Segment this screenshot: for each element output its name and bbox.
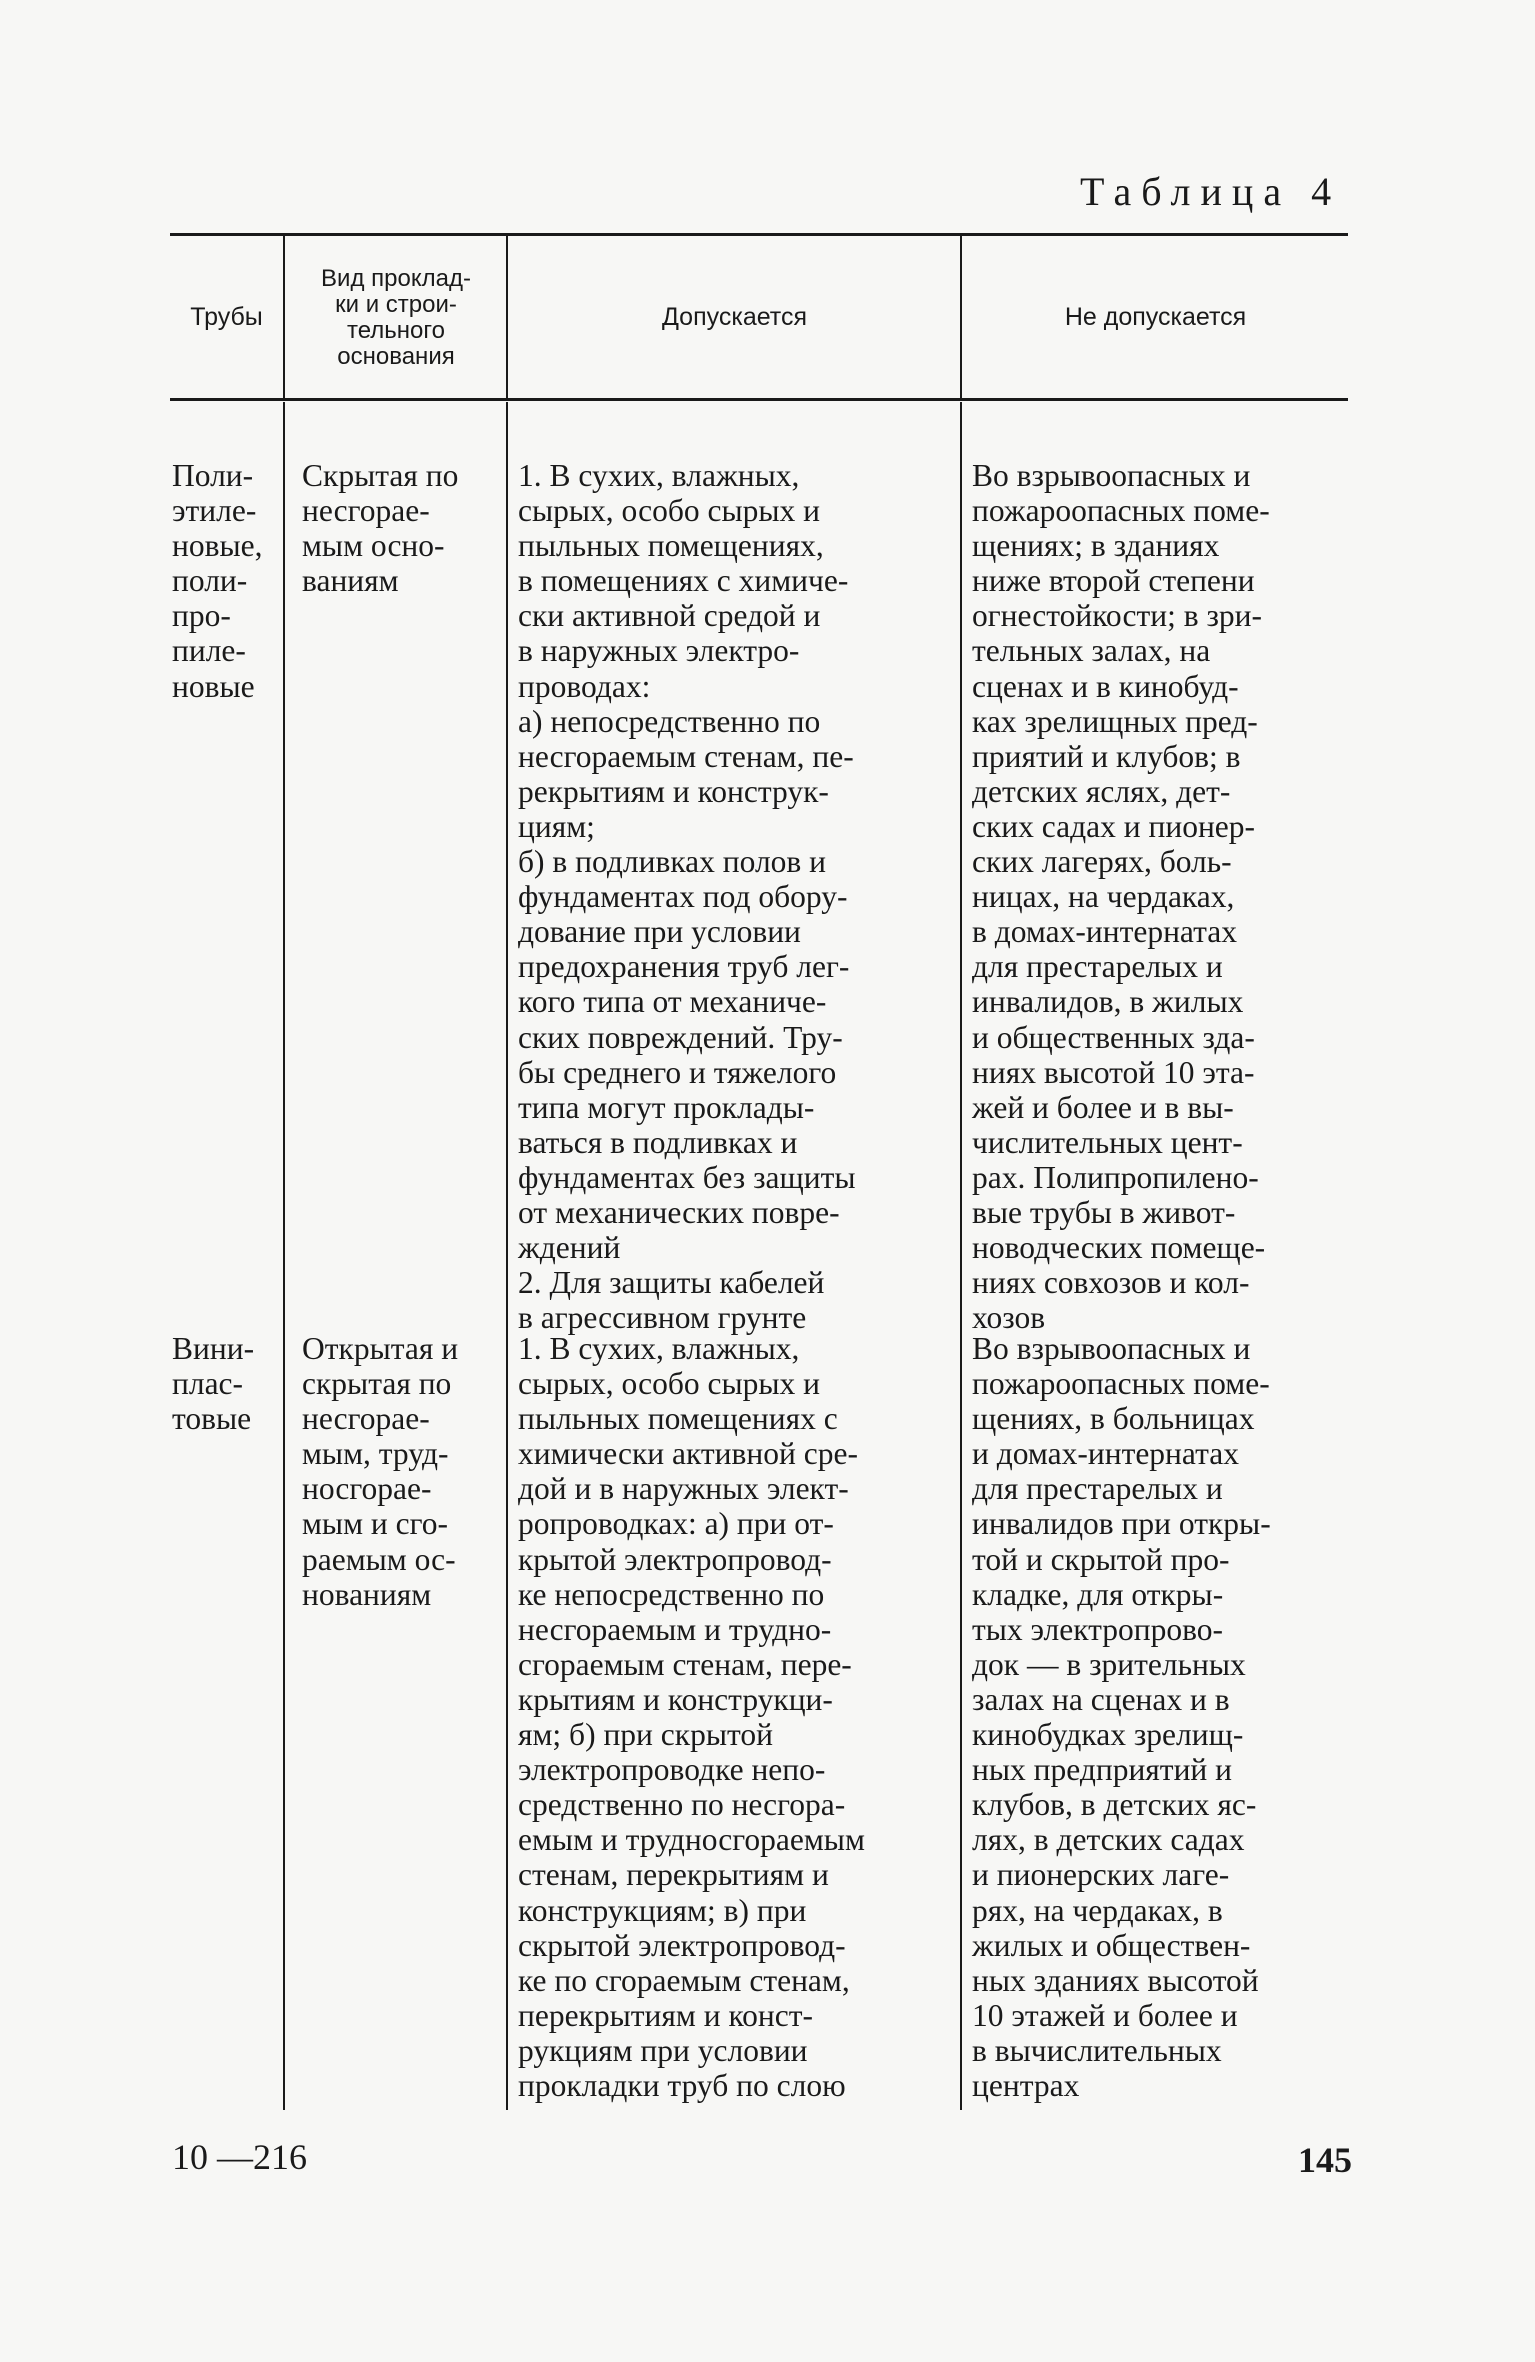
header-laying-type: Вид проклад- ки и строи- тельного основания bbox=[321, 264, 471, 370]
row-2-pipes: Вини- плас- товые bbox=[172, 1331, 255, 1437]
row-1-allowed: 1. В сухих, влажных, сырых, особо сырых и пыльных помещениях, в помещениях с химиче- ски активной средой и в наружных электро- проводах: а) непосредственно по несгораемым стенам, пе- рекрытиям и конструк- циям; б) в подливках полов и фундаментах под обору- дование при условии предохранения труб лег- кого типа от механиче- ских повреждений. Тру- бы среднего и тяжелого типа могут проклады- ваться в подливках и фундаментах без защиты от механических повре- ждений 2. Для защиты кабелей в агрессивном грунте bbox=[518, 458, 856, 1336]
column-divider bbox=[283, 402, 285, 2110]
row-1-pipes: Поли- этиле- новые, поли- про- пиле- новые bbox=[172, 458, 263, 704]
header-not-allowed: Не допускается bbox=[1064, 303, 1247, 331]
column-divider bbox=[506, 402, 508, 2110]
header-pipes: Трубы bbox=[190, 303, 263, 331]
row-2-laying: Открытая и скрытая по несгорае- мым, труд- носгорае- мым и сго- раемым ос- нованиям bbox=[302, 1331, 459, 1612]
printer-signature: 10 —216 bbox=[172, 2137, 307, 2177]
page-number: 145 bbox=[1298, 2140, 1352, 2180]
column-divider bbox=[960, 402, 962, 2110]
column-divider bbox=[960, 235, 962, 400]
row-2-allowed: 1. В сухих, влажных, сырых, особо сырых и пыльных помещениях с химически активной сре- дой и в наружных элект- ропроводках: а) при от- крытой электропровод- ке непосредственно по несгораемым и трудно- сгораемым стенам, пере- крытиям и конструкци- ям; б) при скрытой электропроводке непо- средственно по несгора- емым и трудносгораемым стенам, перекрытиям и конструкциям; в) при скрытой электропровод- ке по сгораемым стенам, перекрытиям и конст- рукциям при условии прокладки труб по слою bbox=[518, 1331, 865, 2103]
row-2-not-allowed: Во взрывоопасных и пожароопасных поме- щениях, в больницах и домах-интернатах для престарелых и инвалидов при откры- той и скрытой про- кладке, для откры- тых электропрово- док — в зрительных залах на сценах и в кинобудках зрелищ- ных предприятий и клубов, в детских яс- лях, в детских садах и пионерских лаге- рях, на чердаках, в жилых и обществен- ных зданиях высотой 10 этажей и более и в вычислительных центрах bbox=[972, 1331, 1271, 2103]
row-1-laying: Скрытая по несгорае- мым осно- ваниям bbox=[302, 458, 459, 599]
column-divider bbox=[283, 235, 285, 400]
row-1-not-allowed: Во взрывоопасных и пожароопасных поме- щениях; в зданиях ниже второй степени огнестойкости; в зри- тельных залах, на сценах и в кинобуд- ках зрелищных пред- приятий и клубов; в детских яслях, дет- ских садах и пионер- ских лагерях, боль- ницах, на чердаках, в домах-интернатах для престарелых и инвалидов, в жилых и общественных зда- ниях высотой 10 эта- жей и более и в вы- числительных цент- рах. Полипропилено- вые трубы в живот- новодческих помеще- ниях совхозов и кол- хозов bbox=[972, 458, 1270, 1336]
table-top-rule bbox=[170, 233, 1348, 236]
table-header-rule bbox=[170, 398, 1348, 401]
header-allowed: Допускается bbox=[661, 303, 808, 331]
column-divider bbox=[506, 235, 508, 400]
table-title: Таблица 4 bbox=[1080, 169, 1342, 214]
